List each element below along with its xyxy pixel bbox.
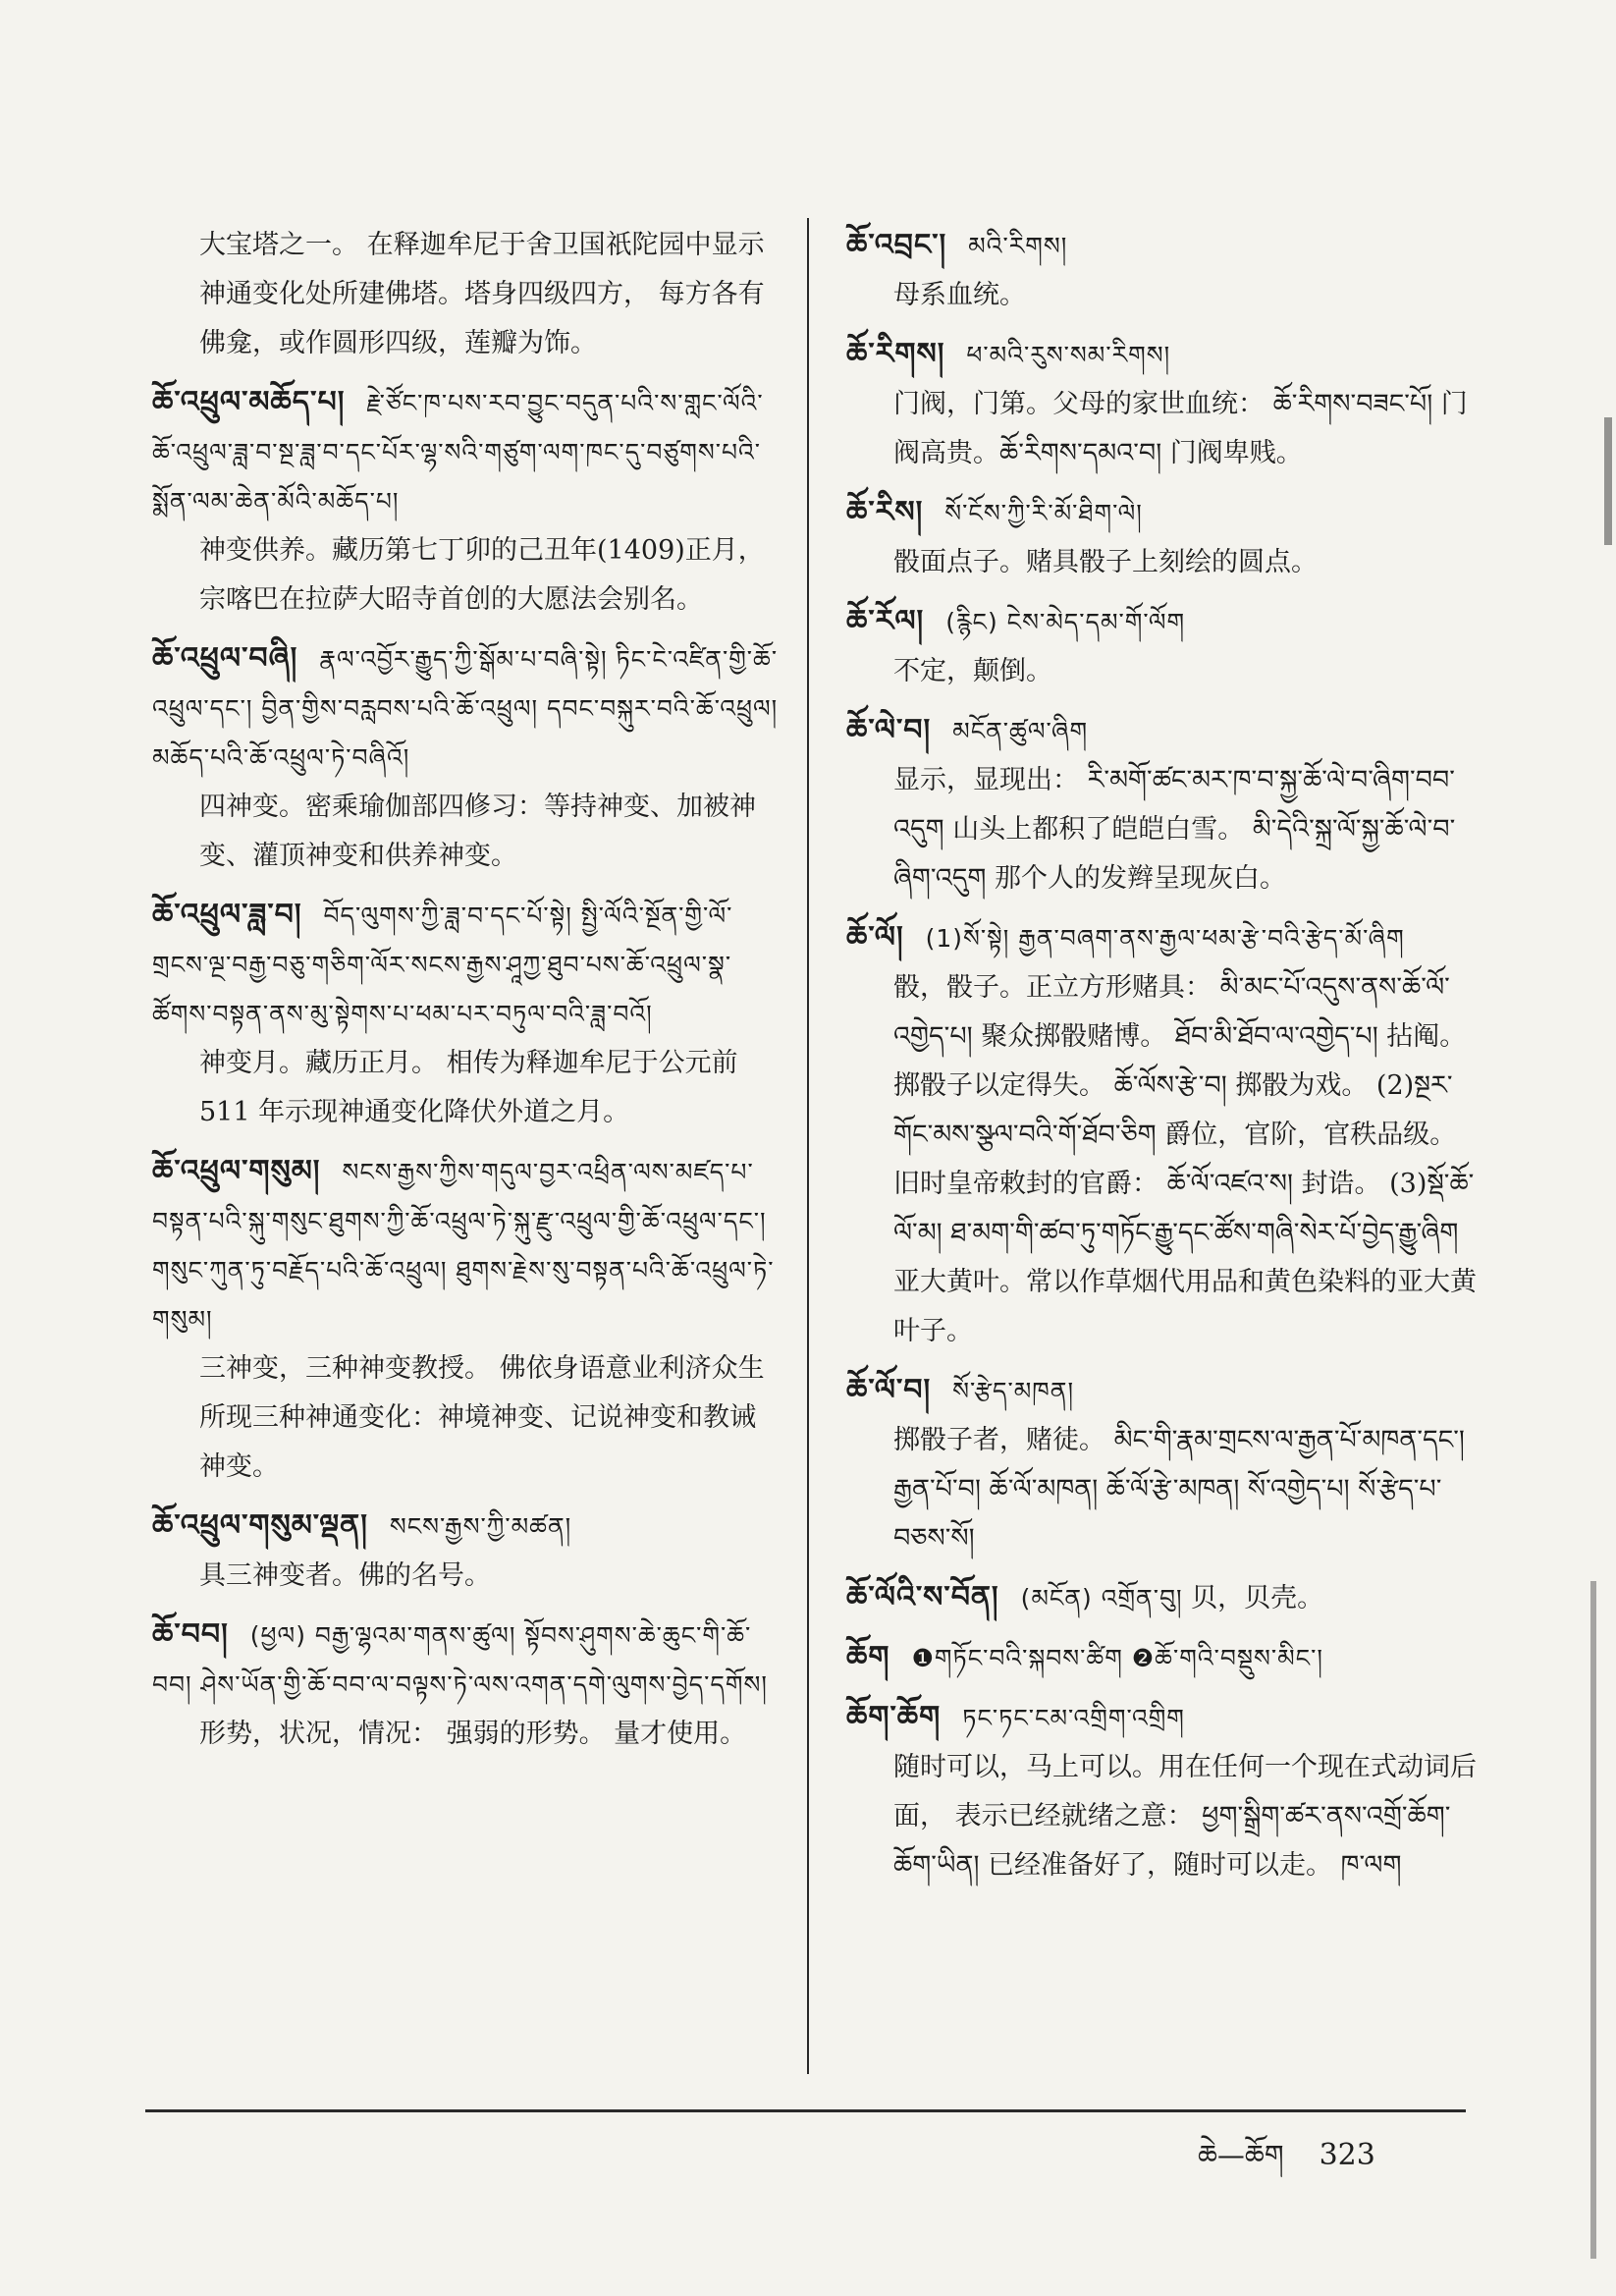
entry-tibetan-definition: ❶གཏོང་བའི་སྐབས་ཚིག ❷ཆོ་གའི་བསྡུས་མིང་། <box>911 1644 1323 1672</box>
entry-tibetan-definition: སོ་རྩེད་མཁན། <box>952 1377 1075 1405</box>
dictionary-entry <box>846 1366 1484 1563</box>
entry-tibetan-definition: (ཕྱལ) བརྒྱ་ལྷའམ་གནས་ཚུལ། སྟོབས་ཤུགས་ཆེ་ཆུང་གི་ཆོ་བབ། ཤེས་ཡོན་གྱི་ཆོ་བབ་ལ་བལྟས་ཏེ་ལས་འགན་དགེ་ལུགས་བྱེད་དགོས། <box>152 1621 768 1699</box>
entry-headword: ཆོ་འཕྲུལ་བཞི། <box>152 641 298 676</box>
entry-headword: ཆོ་འཕྲུལ་ཟླ་བ། <box>152 898 302 932</box>
entry-tibetan-definition: (1)སོ་སྟེ། རྒྱན་བཞག་ནས་རྒྱལ་ཕམ་རྩེ་བའི་རྩེད་མོ་ཞིག <box>925 924 1405 953</box>
entry-tibetan-definition: (རྙིང) ངེས་མེད་དམ་གོ་ལོག <box>945 608 1186 636</box>
entry-chinese-definition: 骰，骰子。正立方形赌具： མི་མང་པོ་འདུས་ནས་ཆོ་ལོ་འགྱེད་པ། 聚众掷骰赌博。 ཐོབ་མི་ཐོབ་ལ་འགྱེད་པ། 拈阄。掷骰子以定得失。 ཆོ་ལོས་རྩེ་བ། 掷骰为戏。 (2)སྔར་གོང་མས་སྩལ་བའི་གོ་ཐོབ་ཅིག 爵位，官阶，官秩品级。 旧时皇帝敕封的官爵： ཆོ་ལོ་འཛའ་ས། 封诰。 (3)སྡོ་ཆོ་ལོ་མ། ཐ་མག་གི་ཚབ་ཏུ་གཏོང་རྒྱུ་དང་ཚོས་གཞི་སེར་པོ་བྱེད་རྒྱུ་ཞིག 亚大黄叶。常以作草烟代用品和黄色染料的亚大黄叶子。 <box>893 972 1477 1346</box>
entry-tibetan-definition: (མངོན) འགྲོན་བུ། <box>1020 1584 1183 1613</box>
entry-headword: ཆོ་འཕྲུལ་མཆོད་པ། <box>152 385 346 419</box>
entry-chinese-definition: 不定，颠倒。 <box>893 656 1052 686</box>
dictionary-entry <box>152 378 781 625</box>
page-footer <box>1198 2124 1375 2202</box>
entry-tibetan-definition: སངས་རྒྱས་ཀྱིས་གདུལ་བྱར་འཕྲིན་ལས་མཛད་པ་བསྟན་པའི་སྐུ་གསུང་ཐུགས་ཀྱི་ཆོ་འཕྲུལ་ཏེ་སྐུ་རྫུ་འཕྲུལ་གྱི་ཆོ་འཕྲུལ་དང་། གསུང་ཀུན་ཏུ་བརྗོད་པའི་ཆོ་འཕྲུལ། ཐུགས་རྗེས་སུ་བསྟན་པའི་ཆོ་འཕྲུལ་ཏེ་གསུམ། <box>152 1158 775 1334</box>
entry-headword: ཆོག་ཆོག <box>846 1700 942 1734</box>
entry-headword: ཆོ་འཕྲུལ་གསུམ་ལྡན། <box>152 1508 368 1543</box>
dictionary-entry <box>846 1633 1484 1683</box>
page-number: 323 <box>1319 2138 1375 2172</box>
left-column <box>152 221 781 1769</box>
entry-chinese-definition: 母系血统。 <box>893 280 1026 310</box>
entry-tibetan-definition: སངས་རྒྱས་ཀྱི་མཚན། <box>389 1512 572 1541</box>
dictionary-entry <box>846 488 1484 587</box>
entry-tibetan-definition: བོད་ལུགས་ཀྱི་ཟླ་བ་དང་པོ་སྟེ། སྤྱི་ལོའི་སྔོན་གྱི་ལོ་གྲངས་ལྔ་བརྒྱ་བཅུ་གཅིག་ལོར་སངས་རྒྱས་ཤཱཀྱ་ཐུབ་པས་ཆོ་འཕྲུལ་སྣ་ཚོགས་བསྟན་ནས་མུ་སྟེགས་པ་ཕམ་པར་བཏུལ་བའི་ཟླ་བའོ། <box>152 902 733 1028</box>
entry-chinese-definition: 骰面点子。赌具骰子上刻绘的圆点。 <box>893 547 1318 577</box>
entry-tibetan-definition: མའི་རིགས། <box>968 232 1068 260</box>
entry-tibetan-definition: སོ་ངོས་ཀྱི་རི་མོ་ཐིག་ལེ། <box>944 499 1143 527</box>
scan-edge-mark <box>1604 417 1612 545</box>
dictionary-entry <box>846 706 1484 903</box>
entry-headword: ཆོ་ལོ། <box>846 920 904 955</box>
column-divider <box>807 218 809 2074</box>
entry-tibetan-definition: ཏང་ཏང་ངམ་འགྲིག་འགྲིག <box>962 1704 1185 1732</box>
dictionary-entry <box>152 1502 781 1601</box>
dictionary-entry <box>846 913 1484 1356</box>
scan-edge-mark <box>1590 1581 1596 2259</box>
entry-tibetan-definition: རྣལ་འབྱོར་རྒྱུད་ཀྱི་སྒོམ་པ་བཞི་སྟེ། ཏིང་ངེ་འཛིན་གྱི་ཆོ་འཕྲུལ་དང་། བྱིན་གྱིས་བརླབས་པའི་ཆོ་འཕྲུལ། དབང་བསྐུར་བའི་ཆོ་འཕྲུལ། མཆོད་པའི་ཆོ་འཕྲུལ་ཏེ་བཞིའོ། <box>152 645 779 772</box>
entry-headword: ཆོ་ལེ་བ། <box>846 713 932 747</box>
dictionary-entry <box>846 1693 1484 1890</box>
entry-headword: ཆོ་རིགས། <box>846 337 945 371</box>
dictionary-entry <box>846 1573 1484 1623</box>
entry-headword: ཆོ་འབྲང་། <box>846 228 947 262</box>
continuation-entry <box>152 221 781 368</box>
entry-headword: ཆོ་བབ། <box>152 1617 229 1652</box>
entry-tibetan-definition: རྗེ་ཙོང་ཁ་པས་རབ་བྱུང་བདུན་པའི་ས་གླང་ལོའི་ཆོ་འཕྲུལ་ཟླ་བ་སྔ་ཟླ་བ་དང་པོར་ལྷ་སའི་གཙུག་ལག་ཁང་དུ་བཙུགས་པའི་སྨོན་ལམ་ཆེན་མོའི་མཆོད་པ། <box>152 389 764 516</box>
dictionary-entry <box>846 597 1484 696</box>
dictionary-entry <box>152 634 781 881</box>
entry-chinese-definition: 具三神变者。佛的名号。 <box>199 1560 491 1591</box>
entry-chinese-definition: 显示，显现出： རི་མགོ་ཚང་མར་ཁ་བ་སྐྱ་ཆོ་ལེ་བ་ཞིག་བབ་འདུག 山头上都积了皑皑白雪。 མི་དེའི་སྐྲ་ལོ་སྐྱ་ཆོ་ལེ་བ་ཞིག་འདུག 那个人的发辫呈现灰白。 <box>893 765 1456 894</box>
page-range: ཆེ—ཆོག <box>1198 2139 1284 2171</box>
entry-headword: ཆོ་ལོ་བ། <box>846 1373 932 1407</box>
footer-rule <box>145 2109 1466 2112</box>
entry-chinese-definition: 随时可以，马上可以。用在任何一个现在式动词后面， 表示已经就绪之意： ཕྱག་སྒྲིག་ཚར་ནས་འགྲོ་ཆོག་ཆོག་ཡིན། 已经准备好了，随时可以走。 ཁ་ལག <box>893 1752 1477 1881</box>
continuation-text: 大宝塔之一。 在释迦牟尼于舍卫国祇陀园中显示神通变化处所建佛塔。塔身四级四方， 每方各有佛龛，或作圆形四级，莲瓣为饰。 <box>199 230 765 358</box>
entry-chinese-definition: 四神变。密乘瑜伽部四修习：等持神变、加被神变、灌顶神变和供养神变。 <box>199 792 756 871</box>
entry-chinese-definition: 神变供养。藏历第七丁卯的己丑年(1409)正月， 宗喀巴在拉萨大昭寺首创的大愿法会别名。 <box>199 535 765 615</box>
entry-headword: ཆོ་རིས། <box>846 495 924 529</box>
entry-chinese-definition: 形势，状况，情况： 强弱的形势。 量才使用。 <box>199 1719 747 1749</box>
right-column <box>846 221 1484 1900</box>
dictionary-entry <box>152 1147 781 1492</box>
entry-tibetan-definition: མངོན་ཚུལ་ཞིག <box>952 717 1089 745</box>
entry-chinese-definition: 门阀，门第。父母的家世血统： ཆོ་རིགས་བཟང་པོ། 门阀高贵。ཆོ་རིགས་དམའ་བ། 门阀卑贱。 <box>893 389 1468 468</box>
entry-headword: ཆོ་རོལ། <box>846 604 925 638</box>
entry-chinese-definition: 三神变，三种神变教授。 佛依身语意业利济众生所现三种神通变化：神境神变、记说神变和教诫神变。 <box>199 1353 765 1482</box>
entry-headword: ཆོ་ལོའི་ས་བོན། <box>846 1580 999 1614</box>
entry-tibetan-definition: ཕ་མའི་རུས་སམ་རིགས། <box>966 341 1171 369</box>
entry-chinese-definition: 贝，贝壳。 <box>1191 1583 1324 1613</box>
dictionary-entry <box>846 221 1484 320</box>
entry-headword: ཆོག <box>846 1640 890 1674</box>
entry-chinese-definition: 掷骰子者，赌徒。 མིང་གི་རྣམ་གྲངས་ལ་རྒྱན་པོ་མཁན་དང་། རྒྱན་པོ་བ། ཆོ་ལོ་མཁན། ཆོ་ལོ་རྩེ་མཁན། སོ་འགྱེད་པ། སོ་རྩེད་པ་བཅས་སོ། <box>893 1425 1465 1554</box>
entry-chinese-definition: 神变月。藏历正月。 相传为释迦牟尼于公元前511 年示现神通变化降伏外道之月。 <box>199 1048 738 1127</box>
dictionary-entry <box>152 1611 781 1759</box>
dictionary-entry <box>846 330 1484 478</box>
entry-headword: ཆོ་འཕྲུལ་གསུམ། <box>152 1154 321 1188</box>
dictionary-entry <box>152 891 781 1137</box>
